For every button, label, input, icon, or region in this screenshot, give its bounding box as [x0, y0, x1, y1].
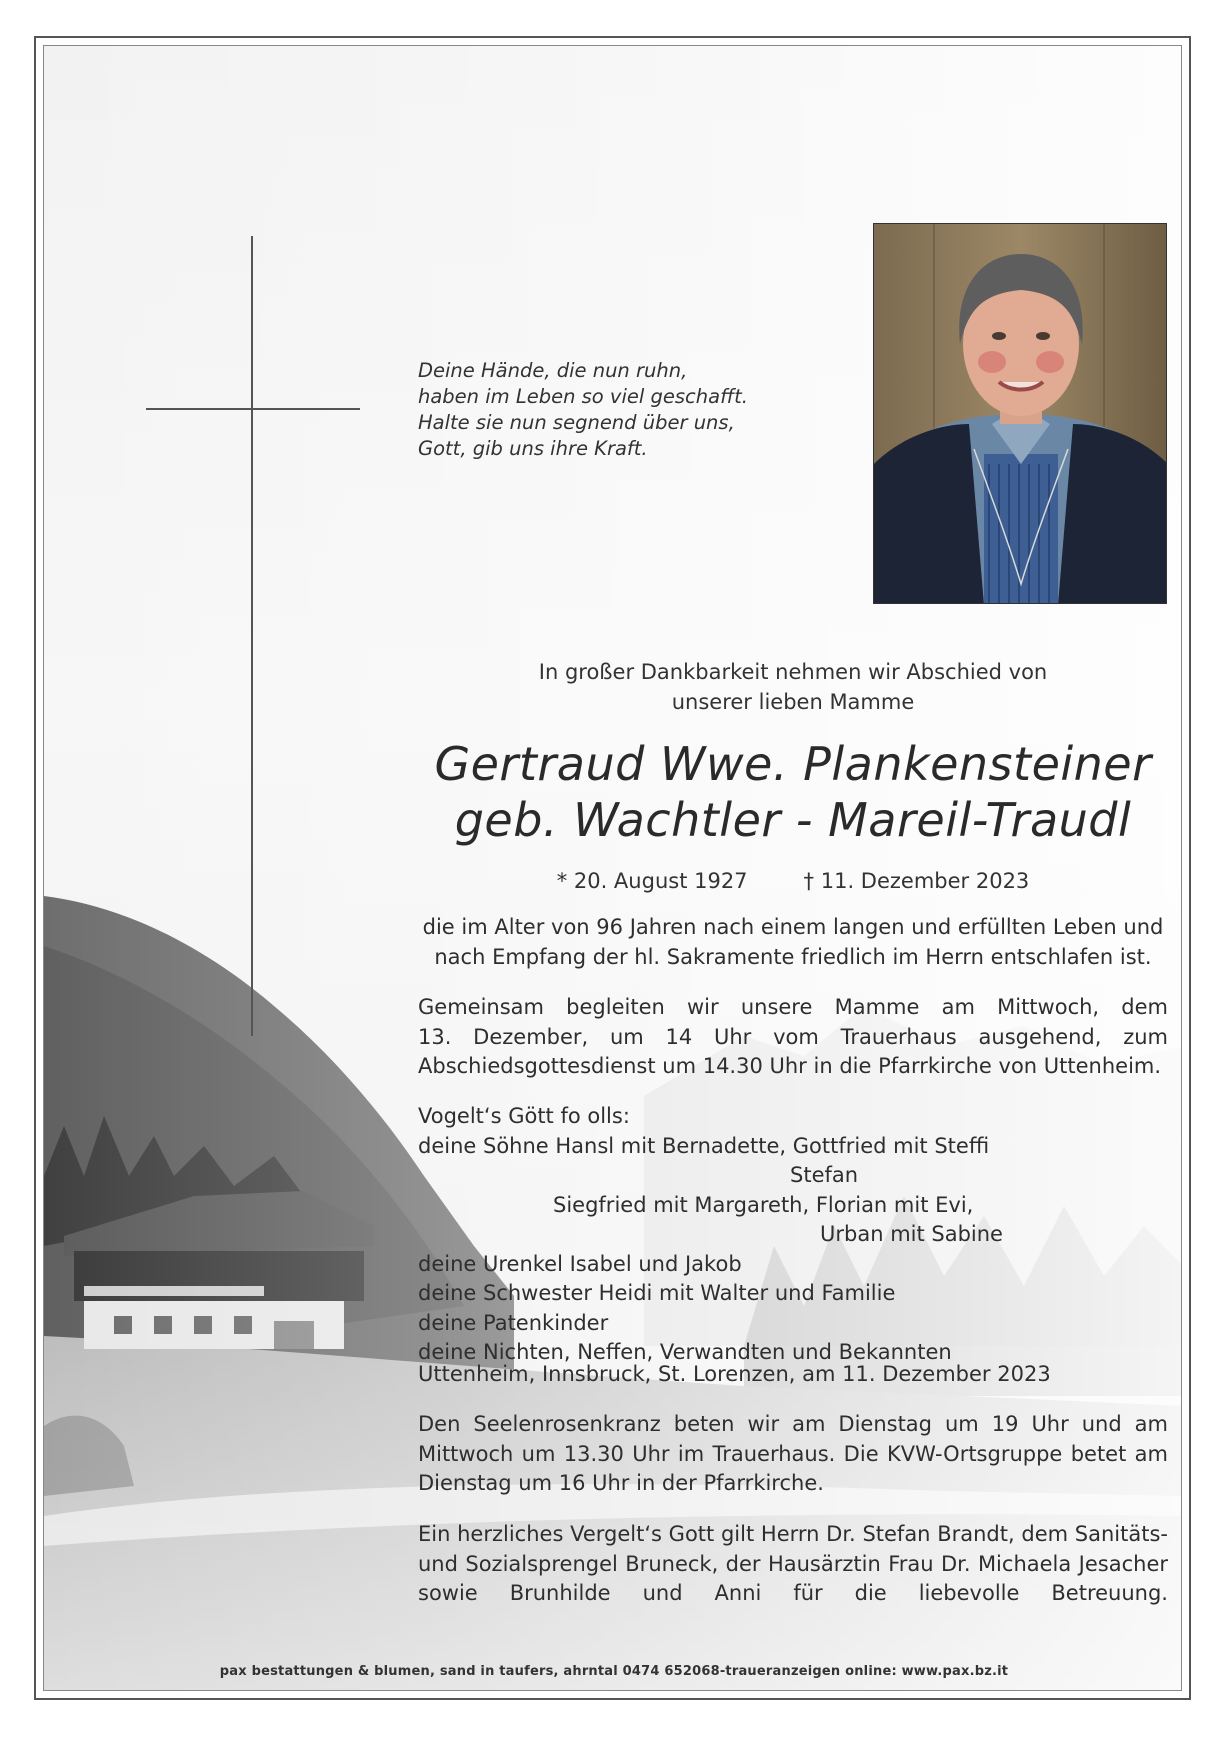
family-list [418, 1102, 1168, 1368]
family-line: deine Schwester Heidi mit Walter und Familie [418, 1281, 896, 1305]
intro-line: unserer lieben Mamme [671, 690, 915, 714]
family-line: Siegfried mit Margareth, Florian mit Evi, [553, 1192, 974, 1217]
birth-date: * 20. August 1927 [556, 869, 748, 893]
place-date-line: Uttenheim, Innsbruck, St. Lorenzen, am 11. Dezember 2023 [418, 1362, 1051, 1386]
portrait-illustration [874, 224, 1167, 604]
footer-imprint: pax bestattungen & blumen, sand in taufers, ahrntal 0474 652068-traueranzeigen online: www.pax.bz.it [219, 1664, 1009, 1679]
deceased-name [418, 736, 1168, 848]
poem-line: Gott, gib uns ihre Kraft. [418, 437, 648, 460]
name-line-1: Gertraud Wwe. Plankensteiner [434, 737, 1152, 791]
thanks-heading: Vogelt‘s Gött fo olls: [418, 1104, 630, 1128]
family-line: deine Söhne Hansl mit Bernadette, Gottfried mit Steffi [418, 1133, 990, 1158]
place-date [418, 1360, 1168, 1390]
paragraph-line: Gemeinsam begleiten wir unsere Mamme am Mittwoch, dem [418, 995, 1168, 1019]
paragraph-line: Dienstag um 16 Uhr in der Pfarrkirche. [418, 1471, 824, 1495]
poem [418, 358, 748, 462]
portrait-photo [873, 223, 1167, 604]
death-date: † 11. Dezember 2023 [803, 869, 1030, 893]
family-line: deine Nichten, Neffen, Verwandten und Bekannten [418, 1340, 952, 1364]
name-line-2: geb. Wachtler - Mareil-Traudl [454, 793, 1132, 847]
paragraph-rosary [418, 1410, 1168, 1499]
family-line: Urban mit Sabine [820, 1222, 1003, 1246]
paragraph-line: sowie Brunhilde und Anni für die liebevolle Betreuung. [418, 1581, 1168, 1605]
poem-line: Halte sie nun segnend über uns, [418, 411, 735, 434]
cross-vertical-bar [251, 236, 253, 1036]
poem-line: haben im Leben so viel geschafft. [418, 385, 748, 408]
poem-line: Deine Hände, die nun ruhn, [418, 359, 688, 382]
paragraph-age [418, 913, 1168, 972]
cross-horizontal-bar [146, 408, 360, 410]
life-dates [418, 866, 1168, 896]
family-line: deine Urenkel Isabel und Jakob [418, 1251, 742, 1276]
family-line: Stefan [790, 1163, 859, 1187]
intro-text [418, 657, 1168, 717]
paragraph-line: 13. Dezember, um 14 Uhr vom Trauerhaus ausgehend, zum [418, 1024, 1168, 1049]
paragraph-line: nach Empfang der hl. Sakramente friedlich im Herrn entschlafen ist. [434, 944, 1152, 969]
paragraph-line: Mittwoch um 13.30 Uhr im Trauerhaus. Die KVW-Ortsgruppe betet am [418, 1441, 1168, 1466]
intro-line: In großer Dankbarkeit nehmen wir Abschied von [538, 660, 1048, 684]
paragraph-funeral [418, 993, 1168, 1082]
paragraph-line: die im Alter von 96 Jahren nach einem langen und erfüllten Leben und [422, 915, 1164, 939]
paragraph-line: Abschiedsgottesdienst um 14.30 Uhr in die Pfarrkirche von Uttenheim. [418, 1054, 1162, 1078]
paragraph-line: und Sozialsprengel Bruneck, der Hausärztin Frau Dr. Michaela Jesacher [418, 1551, 1168, 1576]
family-line: deine Patenkinder [418, 1310, 609, 1335]
paragraph-thanks [418, 1520, 1168, 1609]
inner-frame [43, 45, 1182, 1691]
paragraph-line: Den Seelenrosenkranz beten wir am Dienstag um 19 Uhr und am [418, 1412, 1168, 1436]
paragraph-line: Ein herzliches Vergelt‘s Gott gilt Herrn Dr. Stefan Brandt, dem Sanitäts- [418, 1522, 1168, 1546]
